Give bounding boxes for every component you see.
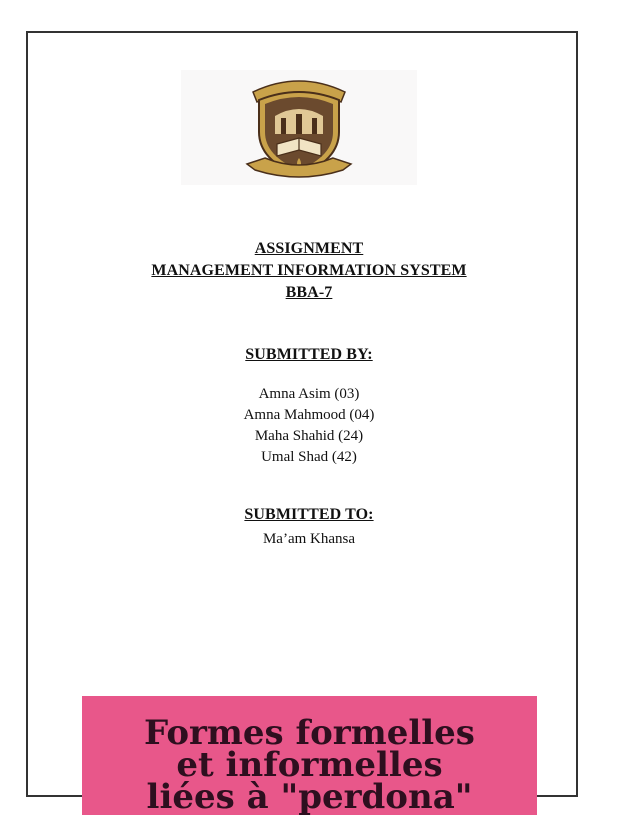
submitted-to-section	[0, 504, 618, 550]
banner-line: Formes formelles	[144, 713, 475, 753]
list-item: Amna Mahmood (04)	[243, 407, 375, 423]
title-line-class: BBA-7	[285, 284, 333, 301]
submitted-by-section	[0, 344, 618, 366]
caption-banner	[82, 696, 537, 815]
title-line-course: MANAGEMENT INFORMATION SYSTEM	[151, 262, 467, 279]
title-line-assignment: ASSIGNMENT	[254, 240, 364, 257]
member-list	[0, 384, 618, 468]
banner-line: liées à "perdona"	[146, 777, 473, 817]
university-logo	[181, 70, 417, 185]
submitted-to-heading: SUBMITTED TO:	[244, 506, 374, 523]
list-item: Amna Asim (03)	[258, 386, 360, 402]
banner-line: et informelles	[176, 745, 443, 785]
crest-icon	[245, 72, 353, 182]
list-item: Umal Shad (42)	[261, 449, 357, 465]
assignment-title	[0, 238, 618, 304]
teacher-name: Ma’am Khansa	[262, 531, 356, 547]
submitted-by-heading: SUBMITTED BY:	[245, 346, 373, 363]
list-item: Maha Shahid (24)	[254, 428, 364, 444]
